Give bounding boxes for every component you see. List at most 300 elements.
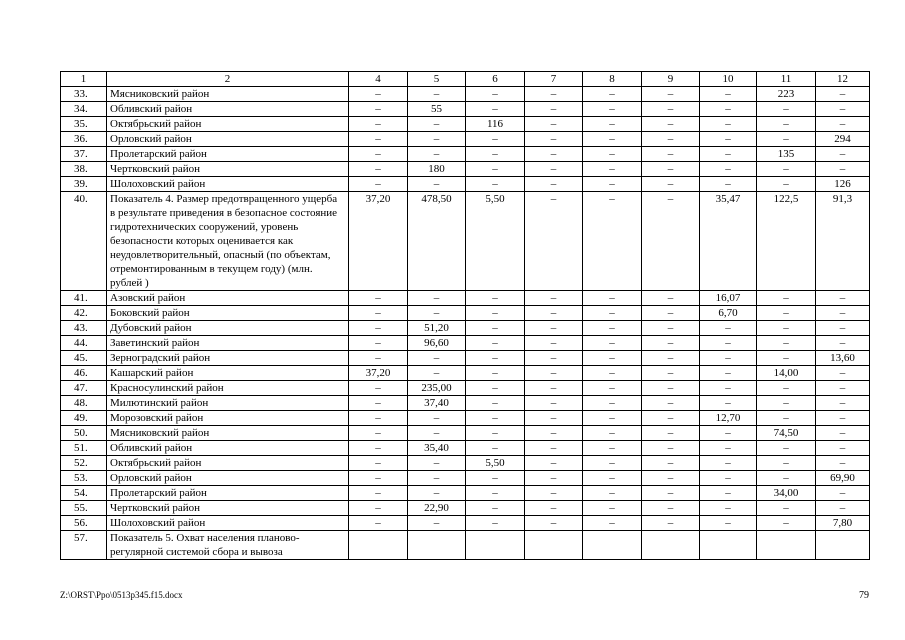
- value-cell: –: [525, 306, 583, 321]
- table-row: [61, 471, 870, 486]
- value-cell: –: [349, 426, 408, 441]
- value-cell: –: [349, 471, 408, 486]
- value-cell: –: [642, 192, 700, 291]
- value-cell: –: [466, 486, 525, 501]
- value-cell: –: [816, 147, 870, 162]
- value-cell: 126: [816, 177, 870, 192]
- value-cell: –: [757, 471, 816, 486]
- value-cell: –: [525, 366, 583, 381]
- row-name-cell: Обливский район: [107, 441, 349, 456]
- value-cell: –: [408, 87, 466, 102]
- value-cell: –: [408, 471, 466, 486]
- value-cell: –: [816, 366, 870, 381]
- value-cell: –: [700, 516, 757, 531]
- value-cell: –: [583, 396, 642, 411]
- value-cell: 14,00: [757, 366, 816, 381]
- value-cell: –: [408, 486, 466, 501]
- row-name-cell: Морозовский район: [107, 411, 349, 426]
- value-cell: –: [642, 117, 700, 132]
- value-cell: –: [583, 336, 642, 351]
- header-cell: 12: [816, 72, 870, 87]
- row-number-cell: 36.: [61, 132, 107, 147]
- value-cell: –: [466, 501, 525, 516]
- header-cell: 2: [107, 72, 349, 87]
- value-cell: –: [700, 396, 757, 411]
- row-number-cell: 47.: [61, 381, 107, 396]
- value-cell: 91,3: [816, 192, 870, 291]
- value-cell: –: [816, 441, 870, 456]
- value-cell: –: [466, 321, 525, 336]
- value-cell: –: [583, 441, 642, 456]
- value-cell: –: [525, 471, 583, 486]
- table-row: [61, 117, 870, 132]
- value-cell: –: [408, 117, 466, 132]
- value-cell: –: [583, 162, 642, 177]
- value-cell: –: [525, 192, 583, 291]
- table-row: [61, 516, 870, 531]
- table-row: [61, 132, 870, 147]
- value-cell: –: [466, 351, 525, 366]
- value-cell: –: [816, 396, 870, 411]
- value-cell: –: [525, 132, 583, 147]
- value-cell: –: [583, 351, 642, 366]
- value-cell: 116: [466, 117, 525, 132]
- row-number-cell: 45.: [61, 351, 107, 366]
- value-cell: –: [642, 381, 700, 396]
- row-number-cell: 39.: [61, 177, 107, 192]
- value-cell: –: [525, 456, 583, 471]
- value-cell: –: [757, 501, 816, 516]
- value-cell: –: [816, 381, 870, 396]
- value-cell: 16,07: [700, 291, 757, 306]
- value-cell: –: [466, 336, 525, 351]
- value-cell: –: [700, 456, 757, 471]
- value-cell: 478,50: [408, 192, 466, 291]
- value-cell: –: [642, 516, 700, 531]
- value-cell: 37,20: [349, 366, 408, 381]
- row-name-cell: Обливский район: [107, 102, 349, 117]
- value-cell: –: [583, 366, 642, 381]
- value-cell: –: [816, 486, 870, 501]
- row-name-cell: Дубовский район: [107, 321, 349, 336]
- row-name-cell: Чертковский район: [107, 162, 349, 177]
- value-cell: –: [525, 396, 583, 411]
- value-cell: –: [525, 147, 583, 162]
- value-cell: 135: [757, 147, 816, 162]
- value-cell: –: [757, 306, 816, 321]
- value-cell: –: [525, 336, 583, 351]
- value-cell: –: [525, 501, 583, 516]
- row-name-cell: Зерноградский район: [107, 351, 349, 366]
- value-cell: –: [466, 87, 525, 102]
- value-cell: –: [757, 411, 816, 426]
- value-cell: –: [349, 441, 408, 456]
- value-cell: –: [349, 381, 408, 396]
- row-number-cell: 37.: [61, 147, 107, 162]
- table-row: [61, 381, 870, 396]
- value-cell: –: [583, 192, 642, 291]
- value-cell: 122,5: [757, 192, 816, 291]
- value-cell: –: [525, 102, 583, 117]
- value-cell: [349, 531, 408, 560]
- value-cell: –: [583, 102, 642, 117]
- value-cell: –: [525, 177, 583, 192]
- value-cell: –: [757, 516, 816, 531]
- value-cell: –: [642, 426, 700, 441]
- value-cell: –: [700, 177, 757, 192]
- value-cell: –: [642, 441, 700, 456]
- value-cell: –: [583, 486, 642, 501]
- header-cell: 11: [757, 72, 816, 87]
- row-name-cell: Шолоховский район: [107, 516, 349, 531]
- row-name-cell: Азовский район: [107, 291, 349, 306]
- value-cell: –: [642, 147, 700, 162]
- value-cell: 35,40: [408, 441, 466, 456]
- table-body: [61, 72, 870, 560]
- value-cell: –: [757, 336, 816, 351]
- value-cell: –: [466, 441, 525, 456]
- value-cell: 35,47: [700, 192, 757, 291]
- header-cell: 8: [583, 72, 642, 87]
- value-cell: –: [700, 336, 757, 351]
- value-cell: –: [642, 456, 700, 471]
- row-name-cell: Кашарский район: [107, 366, 349, 381]
- table-row: [61, 351, 870, 366]
- value-cell: 5,50: [466, 456, 525, 471]
- table-row: [61, 336, 870, 351]
- value-cell: –: [700, 501, 757, 516]
- value-cell: –: [466, 132, 525, 147]
- row-number-cell: 40.: [61, 192, 107, 291]
- table-row: [61, 411, 870, 426]
- row-name-cell: Пролетарский район: [107, 147, 349, 162]
- header-cell: 5: [408, 72, 466, 87]
- value-cell: –: [816, 411, 870, 426]
- value-cell: –: [525, 162, 583, 177]
- value-cell: –: [408, 147, 466, 162]
- value-cell: 294: [816, 132, 870, 147]
- value-cell: [525, 531, 583, 560]
- value-cell: –: [700, 147, 757, 162]
- value-cell: –: [466, 177, 525, 192]
- table-row: [61, 456, 870, 471]
- value-cell: –: [816, 501, 870, 516]
- value-cell: –: [757, 321, 816, 336]
- value-cell: –: [583, 147, 642, 162]
- value-cell: –: [408, 132, 466, 147]
- value-cell: –: [642, 177, 700, 192]
- value-cell: –: [349, 516, 408, 531]
- value-cell: 69,90: [816, 471, 870, 486]
- value-cell: –: [700, 117, 757, 132]
- value-cell: –: [349, 501, 408, 516]
- header-cell: 9: [642, 72, 700, 87]
- table-row: [61, 102, 870, 117]
- value-cell: –: [525, 291, 583, 306]
- table-row: [61, 426, 870, 441]
- value-cell: –: [525, 426, 583, 441]
- table-row: [61, 192, 870, 291]
- value-cell: –: [466, 396, 525, 411]
- header-cell: 10: [700, 72, 757, 87]
- row-number-cell: 53.: [61, 471, 107, 486]
- row-number-cell: 44.: [61, 336, 107, 351]
- value-cell: –: [408, 411, 466, 426]
- row-name-cell: Боковский район: [107, 306, 349, 321]
- value-cell: –: [408, 177, 466, 192]
- value-cell: –: [466, 102, 525, 117]
- row-number-cell: 48.: [61, 396, 107, 411]
- value-cell: –: [525, 321, 583, 336]
- row-number-cell: 42.: [61, 306, 107, 321]
- value-cell: 37,20: [349, 192, 408, 291]
- row-number-cell: 38.: [61, 162, 107, 177]
- row-number-cell: 57.: [61, 531, 107, 560]
- value-cell: [700, 531, 757, 560]
- value-cell: 5,50: [466, 192, 525, 291]
- value-cell: –: [583, 381, 642, 396]
- value-cell: –: [466, 381, 525, 396]
- value-cell: –: [349, 147, 408, 162]
- value-cell: –: [642, 366, 700, 381]
- value-cell: –: [757, 102, 816, 117]
- table-row: [61, 87, 870, 102]
- value-cell: –: [466, 306, 525, 321]
- value-cell: –: [349, 87, 408, 102]
- value-cell: –: [525, 381, 583, 396]
- header-cell: 1: [61, 72, 107, 87]
- value-cell: 7,80: [816, 516, 870, 531]
- table-row: [61, 501, 870, 516]
- value-cell: –: [349, 456, 408, 471]
- value-cell: –: [525, 117, 583, 132]
- row-number-cell: 50.: [61, 426, 107, 441]
- value-cell: –: [642, 501, 700, 516]
- value-cell: –: [408, 291, 466, 306]
- value-cell: –: [525, 516, 583, 531]
- value-cell: –: [408, 516, 466, 531]
- row-name-cell: Орловский район: [107, 471, 349, 486]
- value-cell: 13,60: [816, 351, 870, 366]
- row-number-cell: 56.: [61, 516, 107, 531]
- value-cell: –: [642, 351, 700, 366]
- value-cell: –: [816, 291, 870, 306]
- value-cell: –: [583, 516, 642, 531]
- value-cell: –: [816, 336, 870, 351]
- value-cell: –: [349, 177, 408, 192]
- page-number: 79: [859, 590, 869, 601]
- row-name-cell: Заветинский район: [107, 336, 349, 351]
- value-cell: –: [642, 411, 700, 426]
- value-cell: [408, 531, 466, 560]
- row-number-cell: 49.: [61, 411, 107, 426]
- value-cell: –: [700, 381, 757, 396]
- row-name-cell: Шолоховский район: [107, 177, 349, 192]
- value-cell: 96,60: [408, 336, 466, 351]
- row-number-cell: 33.: [61, 87, 107, 102]
- value-cell: –: [408, 426, 466, 441]
- value-cell: –: [757, 162, 816, 177]
- value-cell: 37,40: [408, 396, 466, 411]
- row-name-cell: Показатель 5. Охват населения планово-регулярной системой сбора и вывоза: [107, 531, 349, 560]
- value-cell: –: [466, 366, 525, 381]
- table-row: [61, 321, 870, 336]
- table-row: [61, 486, 870, 501]
- value-cell: –: [757, 381, 816, 396]
- row-name-cell: Пролетарский район: [107, 486, 349, 501]
- value-cell: –: [466, 471, 525, 486]
- value-cell: –: [583, 177, 642, 192]
- row-name-cell: Орловский район: [107, 132, 349, 147]
- value-cell: –: [525, 351, 583, 366]
- row-name-cell: Милютинский район: [107, 396, 349, 411]
- row-number-cell: 46.: [61, 366, 107, 381]
- value-cell: –: [349, 336, 408, 351]
- value-cell: –: [583, 132, 642, 147]
- value-cell: –: [642, 102, 700, 117]
- row-number-cell: 52.: [61, 456, 107, 471]
- value-cell: 180: [408, 162, 466, 177]
- value-cell: –: [642, 471, 700, 486]
- value-cell: –: [466, 291, 525, 306]
- value-cell: –: [757, 456, 816, 471]
- value-cell: –: [349, 396, 408, 411]
- value-cell: –: [700, 366, 757, 381]
- value-cell: –: [349, 351, 408, 366]
- value-cell: –: [700, 486, 757, 501]
- value-cell: –: [642, 132, 700, 147]
- value-cell: –: [583, 456, 642, 471]
- value-cell: [583, 531, 642, 560]
- row-name-cell: Мясниковский район: [107, 426, 349, 441]
- value-cell: –: [700, 162, 757, 177]
- value-cell: –: [816, 102, 870, 117]
- value-cell: –: [816, 306, 870, 321]
- table-header-row: [61, 72, 870, 87]
- value-cell: –: [583, 306, 642, 321]
- value-cell: 51,20: [408, 321, 466, 336]
- value-cell: 12,70: [700, 411, 757, 426]
- value-cell: –: [349, 321, 408, 336]
- value-cell: –: [642, 306, 700, 321]
- value-cell: –: [700, 441, 757, 456]
- value-cell: –: [757, 291, 816, 306]
- value-cell: –: [408, 306, 466, 321]
- value-cell: –: [583, 321, 642, 336]
- value-cell: –: [408, 366, 466, 381]
- value-cell: –: [642, 162, 700, 177]
- value-cell: 22,90: [408, 501, 466, 516]
- value-cell: –: [466, 516, 525, 531]
- row-number-cell: 35.: [61, 117, 107, 132]
- value-cell: –: [816, 321, 870, 336]
- row-number-cell: 34.: [61, 102, 107, 117]
- value-cell: –: [583, 426, 642, 441]
- footer-file-path: Z:\ORST\Ppo\0513p345.f15.docx: [60, 590, 183, 600]
- value-cell: –: [700, 87, 757, 102]
- row-name-cell: Октябрьский район: [107, 456, 349, 471]
- value-cell: –: [816, 162, 870, 177]
- value-cell: –: [583, 117, 642, 132]
- value-cell: –: [700, 321, 757, 336]
- value-cell: –: [642, 396, 700, 411]
- header-cell: 7: [525, 72, 583, 87]
- value-cell: –: [757, 132, 816, 147]
- value-cell: –: [525, 411, 583, 426]
- value-cell: –: [349, 117, 408, 132]
- value-cell: 34,00: [757, 486, 816, 501]
- value-cell: –: [349, 162, 408, 177]
- value-cell: –: [583, 471, 642, 486]
- header-cell: 6: [466, 72, 525, 87]
- row-number-cell: 55.: [61, 501, 107, 516]
- table-row: [61, 177, 870, 192]
- value-cell: –: [525, 87, 583, 102]
- value-cell: –: [757, 351, 816, 366]
- value-cell: –: [700, 426, 757, 441]
- value-cell: –: [583, 291, 642, 306]
- value-cell: –: [525, 486, 583, 501]
- row-number-cell: 54.: [61, 486, 107, 501]
- value-cell: –: [525, 441, 583, 456]
- value-cell: 55: [408, 102, 466, 117]
- value-cell: –: [642, 486, 700, 501]
- value-cell: –: [642, 336, 700, 351]
- value-cell: –: [583, 411, 642, 426]
- value-cell: 223: [757, 87, 816, 102]
- value-cell: –: [349, 102, 408, 117]
- value-cell: –: [757, 396, 816, 411]
- row-name-cell: Мясниковский район: [107, 87, 349, 102]
- value-cell: [466, 531, 525, 560]
- value-cell: –: [466, 411, 525, 426]
- value-cell: –: [700, 132, 757, 147]
- row-name-cell: Октябрьский район: [107, 117, 349, 132]
- table-row: [61, 366, 870, 381]
- table-row: [61, 531, 870, 560]
- table-row: [61, 441, 870, 456]
- value-cell: 74,50: [757, 426, 816, 441]
- value-cell: –: [408, 351, 466, 366]
- value-cell: –: [466, 147, 525, 162]
- value-cell: –: [816, 426, 870, 441]
- value-cell: 6,70: [700, 306, 757, 321]
- value-cell: –: [349, 411, 408, 426]
- row-name-cell: Красносулинский район: [107, 381, 349, 396]
- table-row: [61, 162, 870, 177]
- value-cell: –: [757, 117, 816, 132]
- value-cell: –: [349, 132, 408, 147]
- value-cell: –: [757, 441, 816, 456]
- value-cell: –: [816, 117, 870, 132]
- value-cell: –: [583, 501, 642, 516]
- value-cell: –: [642, 87, 700, 102]
- value-cell: [757, 531, 816, 560]
- row-number-cell: 43.: [61, 321, 107, 336]
- row-number-cell: 51.: [61, 441, 107, 456]
- table-row: [61, 396, 870, 411]
- value-cell: –: [349, 486, 408, 501]
- value-cell: –: [583, 87, 642, 102]
- table-row: [61, 147, 870, 162]
- value-cell: –: [642, 321, 700, 336]
- value-cell: [642, 531, 700, 560]
- value-cell: –: [816, 87, 870, 102]
- value-cell: –: [700, 102, 757, 117]
- table-row: [61, 306, 870, 321]
- value-cell: –: [408, 456, 466, 471]
- table-row: [61, 291, 870, 306]
